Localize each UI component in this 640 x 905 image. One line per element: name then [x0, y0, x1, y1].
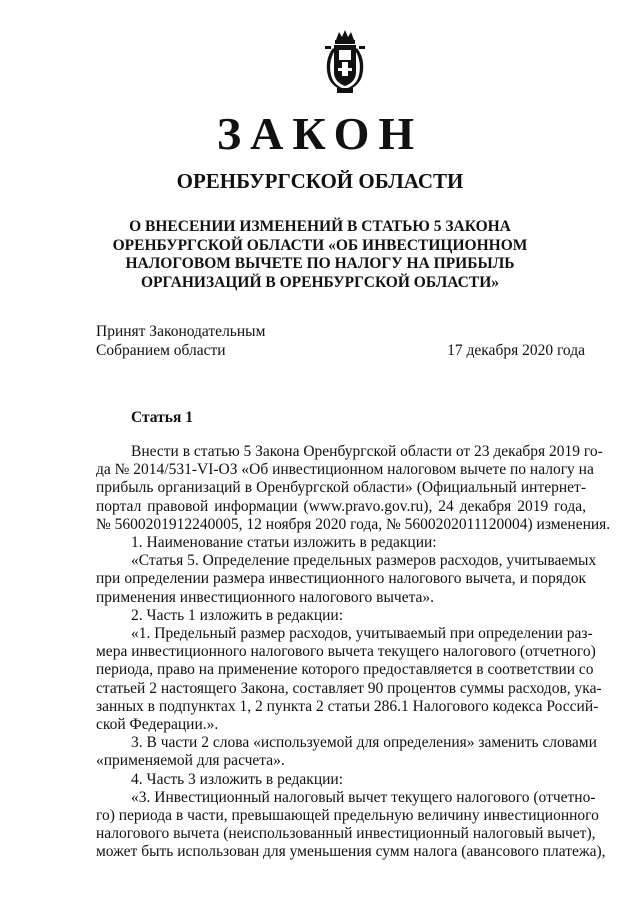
article-body — [96, 443, 611, 862]
body-line: мера инвестиционного налогового вычета текущего налогового (отчетного) — [96, 643, 596, 661]
heading-line: ОРГАНИЗАЦИЙ В ОРЕНБУРГСКОЙ ОБЛАСТИ» — [140, 273, 500, 291]
body-line: прибыль организаций в Оренбургской области» (Официальный интернет- — [96, 479, 586, 497]
article-heading: Статья 1 — [131, 409, 193, 426]
region-name: ОРЕНБУРГСКОЙ ОБЛАСТИ — [176, 169, 464, 193]
body-line: «3. Инвестиционный налоговый вычет текущего налогового (отчетно- — [131, 788, 596, 806]
body-line: № 5600201912240005, 12 ноября 2020 года, № 5600202011120004) изменения. — [96, 515, 611, 533]
body-line: «Статья 5. Определение предельных размеров расходов, учитываемых — [131, 552, 597, 570]
body-line: применения инвестиционного налогового вычета». — [96, 588, 435, 606]
heading-line: О ВНЕСЕНИИ ИЗМЕНЕНИЙ В СТАТЬЮ 5 ЗАКОНА — [129, 218, 511, 235]
body-line: периода, право на применение которого предоставляется в соответствии со — [96, 661, 594, 679]
body-line: налогового вычета (неиспользованный инвестиционный налоговый вычет), — [96, 825, 596, 843]
body-line: статьей 2 настоящего Закона, составляет 90 процентов суммы расходов, ука- — [96, 679, 602, 697]
body-line: Внести в статью 5 Закона Оренбургской области от 23 декабря 2019 го- — [131, 443, 603, 460]
document-title: ЗАКОН — [216, 108, 424, 159]
adopted-line: Собранием области — [96, 342, 226, 359]
body-line: го) периода в части, превышающей предельную величину инвестиционного — [96, 807, 599, 825]
heading-line: НАЛОГОВОМ ВЫЧЕТЕ ПО НАЛОГУ НА ПРИБЫЛЬ — [125, 255, 515, 272]
body-line: может быть использован для уменьшения сумм налога (авансового платежа), — [96, 843, 606, 861]
body-line: занных в подпунктах 1, 2 пункта 2 статьи 286.1 Налогового кодекса Россий- — [96, 697, 599, 715]
body-line: при определении размера инвестиционного налогового вычета, и порядок — [96, 570, 586, 588]
adopted-line: Принят Законодательным — [96, 323, 266, 340]
adoption-note — [96, 322, 265, 360]
body-line: ской Федерации.». — [96, 716, 219, 734]
body-line: «1. Предельный размер расходов, учитываемый при определении раз- — [131, 625, 593, 643]
body-line: 2. Часть 1 изложить в редакции: — [131, 606, 344, 624]
body-line: 4. Часть 3 изложить в редакции: — [131, 770, 344, 788]
body-line: «применяемой для расчета». — [96, 752, 285, 770]
body-line: 3. В части 2 слова «используемой для определения» заменить словами — [131, 734, 597, 752]
body-line: да № 2014/531-VI-ОЗ «Об инвестиционном налоговом вычете по налогу на — [96, 461, 594, 479]
adoption-date: 17 декабря 2020 года — [447, 342, 585, 359]
body-line: портал правовой информации (www.pravo.gov.ru), 24 декабря 2019 года, — [96, 497, 586, 515]
body-line: 1. Наименование статьи изложить в редакции: — [131, 534, 437, 552]
heading-line: ОРЕНБУРГСКОЙ ОБЛАСТИ «ОБ ИНВЕСТИЦИОННОМ — [112, 236, 528, 254]
coat-of-arms-icon — [322, 30, 368, 94]
law-heading — [60, 218, 580, 292]
